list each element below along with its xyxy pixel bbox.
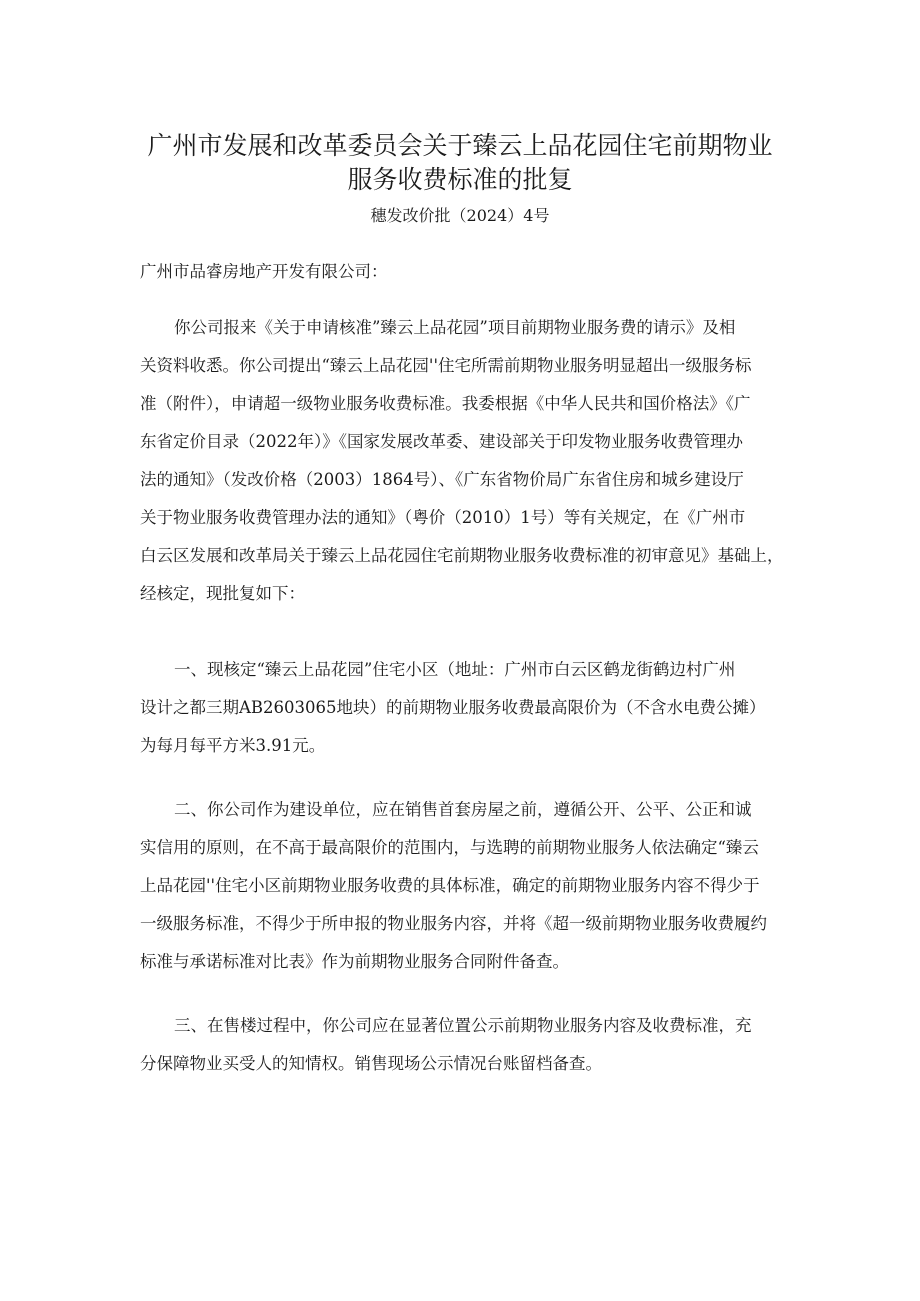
paragraph-3-line: 实信用的原则，在不高于最高限价的范围内，与选聘的前期物业服务人依法确定“臻云 — [140, 838, 759, 857]
paragraph-3-line: 标准与承诺标准对比表》作为前期物业服务合同附件备查。 — [140, 952, 569, 971]
document-number: 穗发改价批（2024）4号 — [370, 206, 550, 225]
paragraph-1-line: 关于物业服务收费管理办法的通知》（粤价（2010）1号）等有关规定，在《广州市 — [140, 508, 746, 527]
document-title-line-2: 服务收费标准的批复 — [347, 165, 573, 194]
paragraph-3-line: 上品花园''住宅小区前期物业服务收费的具体标准，确定的前期物业服务内容不得少于 — [140, 876, 760, 895]
document-title-line-1: 广州市发展和改革委员会关于臻云上品花园住宅前期物业 — [147, 131, 773, 160]
paragraph-1-line: 你公司报来《关于申请核准”臻云上品花园”项目前期物业服务费的请示》及相 — [174, 318, 736, 337]
paragraph-1-line: 经核定，现批复如下： — [140, 584, 305, 603]
paragraph-2-line: 为每月每平方米3.91元。 — [140, 736, 326, 755]
paragraph-1-line: 法的通知》（发改价格（2003）1864号）、《广东省物价局广东省住房和城乡建设厅 — [140, 470, 744, 489]
paragraph-3-line: 二、你公司作为建设单位，应在销售首套房屋之前，遵循公开、公平、公正和诚 — [174, 800, 752, 819]
paragraph-1-line: 准（附件），申请超一级物业服务收费标准。我委根据《中华人民共和国价格法》《广 — [140, 394, 751, 413]
paragraph-4-line: 分保障物业买受人的知情权。销售现场公示情况台账留档备查。 — [140, 1054, 602, 1073]
paragraph-3-line: 一级服务标准，不得少于所申报的物业服务内容，并将《超一级前期物业服务收费履约 — [140, 914, 767, 933]
paragraph-2-line: 一、现核定“臻云上品花园”住宅小区（地址：广州市白云区鹤龙街鹤边村广州 — [174, 660, 736, 679]
paragraph-1-line: 东省定价目录（2022年）》《国家发展改革委、建设部关于印发物业服务收费管理办 — [140, 432, 743, 451]
paragraph-1-line: 关资料收悉。你公司提出“臻云上品花园''住宅所需前期物业服务明显超出一级服务标 — [140, 356, 752, 375]
paragraph-2-line: 设计之都三期AB2603065地块）的前期物业服务收费最高限价为（不含水电费公摊） — [140, 698, 766, 717]
paragraph-4-line: 三、在售楼过程中，你公司应在显著位置公示前期物业服务内容及收费标准，充 — [174, 1016, 752, 1035]
addressee: 广州市品睿房地产开发有限公司： — [140, 262, 388, 281]
paragraph-1-line: 白云区发展和改革局关于臻云上品花园住宅前期物业服务收费标准的初审意见》基础上， — [140, 546, 784, 565]
